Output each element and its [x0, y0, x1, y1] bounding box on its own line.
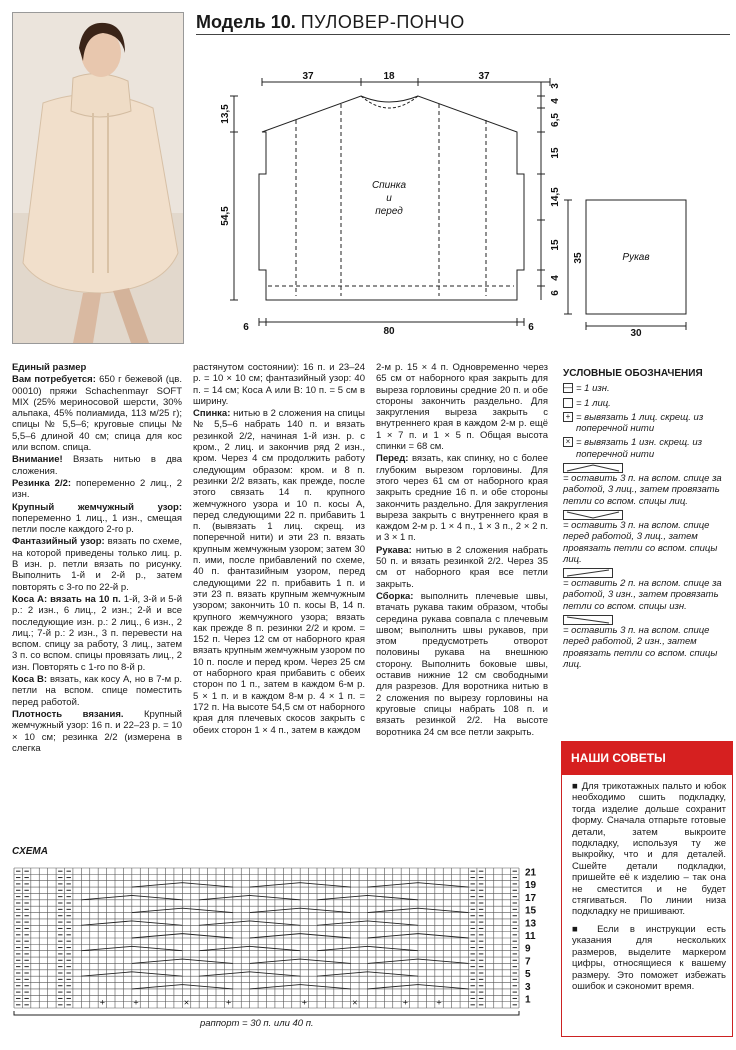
label-sleeve: Рукав [622, 252, 650, 263]
legend-item: × = вывязать 1 изн. скрещ. из поперечной нити [563, 437, 733, 460]
instructions-column-1 [12, 362, 183, 754]
paragraph: Сборка: выполнить плечевые швы, втачать рукава таким образом, чтобы середина рукава совпала с плечевым швом; выполнить швы рукавов, при этом предусмотреть отворот половины рукава на внешнюю сторону. Выполнить боковые швы, оставив нижние 12 см свободными для разрезов. Для воротника нитью в 2 сложения по вырезу горловины на круговые спицы набрать 108 п. и вязать резинкой 2/2. На высоте воротника 24 см все петли закрыть. [376, 590, 548, 738]
scheme-title: СХЕМА [12, 846, 48, 857]
cable-left-icon [563, 510, 623, 520]
paragraph: 2-м р. 15 × 4 п. Одновременно через 65 см от наборного края закрыть для выреза горловины средние 20 п. и обе стороны закончить раздельно. Для закругления выреза закрыть с внутреннего края в каждом 2-м р. ещё 1 × 7 п. и 1 × 5 п. Общая высота спинки = 68 см. [376, 362, 548, 453]
dim-top-left: 37 [302, 71, 314, 82]
legend-item: = 1 лиц. [563, 398, 733, 409]
dim-bottom-left: 6 [243, 322, 249, 333]
bottom-row-symbols [100, 998, 442, 1008]
legend-item: = оставить 2 п. на вспом. спице за работой, 3 изн., затем провязать петли со вспом. спицы изн. [563, 568, 733, 612]
dim-right-5: 14,5 [550, 187, 561, 207]
cable-right-icon [563, 463, 623, 473]
row-number: 7 [525, 956, 531, 968]
paragraph: Плотность вязания. Крупный жемчужный узор: 16 п. и 22–23 р. = 10 × 10 см; резинка 2/2 (измерена в слегка [12, 708, 182, 754]
knit-symbol-icon [563, 398, 573, 408]
row-numbers [525, 867, 537, 1005]
cable-purl-right-icon [563, 568, 613, 578]
paragraph: Коса В: вязать, как косу А, но в 7-м р. петли на вспом. спице поместить перед работой. [12, 674, 182, 708]
legend-title: УСЛОВНЫЕ ОБОЗНАЧЕНИЯ [563, 368, 703, 379]
label-back-front-2: и [386, 193, 392, 204]
make-purl-symbol-icon: × [563, 437, 573, 447]
instructions-column-3 [376, 362, 548, 762]
sleeve-width-dim: 30 [630, 328, 642, 339]
row-number: 15 [525, 905, 537, 917]
paragraph: Фантазийный узор: вязать по схеме, на которой приведены только лиц. р. В изн. р. петли вязать по рисунку. Выполнить 1-й и 2-й р., затем повторять с 3-го по 22-й р. [12, 536, 182, 593]
row-number: 3 [525, 981, 531, 993]
svg-text:×: × [183, 997, 190, 1008]
paragraph: Крупный жемчужный узор: попеременно 1 лиц., 1 изн., смещая петли после каждого 2-го р. [12, 501, 182, 536]
paragraph: Спинка: нитью в 2 сложения на спицы № 5,5–6 набрать 140 п. и вязать резинкой 2/2, начиная 1-й изн. р. с кром., 2 лиц. и закончив ряд 2 изн., кром. Через 4 см продолжить работу следующим образом: кром. и 8 п. резинки 2/2 вязать, как прежде, после этого связать 14 п. крупного жемчужного узора и 10 п. косы А, перед следующими 22 п. прибавить 1 п. (вывязать 1 лиц. скрещ. из поперечной нити) и эти 23 п. вязать крупным жемчужным узором; затем 30 п. ими, после прибавлений по схеме, 40 п. фантазийным узором, перед следующими 22 п. прибавить 1 п. и эти 23 п. вязать крупным жемчужным узором; закончить 10 п. косы В, 14 п. крупного жемчужного узора; вязать как прежде 8 п. резинки 2/2 и кром. = 152 п. Через 12 см от наборного края вязать крупным жемчужным узором по 10 п. после и перед кром. Через 25 см от наборного края прибавить с обеих сторон по 1 п., затем в каждом 6-м р. 5 × 1 п. и в каждом 8-м р. 4 × 1 п. = 172 п. На высоте 54,5 см от наборного края для плечевых скосов закрыть с обеих сторон 1 × 4 п., затем в каждом [193, 408, 365, 736]
paragraph: Вам потребуется: 650 г бежевой (цв. 00010) пряжи Schachenmayr SOFT MIX (25% мериносовой шерсти, 30% альпака, 45% полиамида, 113 м/25 г); спицы № 5,5–6; круговые спицы № 5,5–6 длиной 40 см; спица для кос или вспом. спица. [12, 374, 182, 454]
dim-right-4: 15 [550, 147, 561, 159]
purl-symbol-icon: — [564, 383, 572, 393]
instructions-column-2 [193, 362, 365, 742]
legend-item: — = 1 изн. [564, 383, 610, 395]
make-knit-symbol-icon: + [563, 412, 573, 422]
legend-item: = оставить 3 п. на вспом. спице перед работой, 2 изн., затем провязать петли со вспом. спицы лиц. [563, 615, 733, 670]
dim-top-right: 37 [478, 71, 490, 82]
symbols-legend [563, 368, 733, 673]
row-number: 5 [525, 969, 531, 981]
legend-item: + = вывязать 1 лиц. скрещ. из поперечной нити [563, 412, 733, 435]
dim-bottom-right: 6 [528, 322, 534, 333]
garment-diagram [196, 60, 736, 345]
knitting-chart [12, 866, 547, 1016]
page-title: Модель 10. ПУЛОВЕР-ПОНЧО [196, 12, 465, 32]
cable-purl-left-icon [563, 615, 613, 625]
dim-left-upper: 13,5 [220, 104, 231, 124]
model-photo [12, 12, 184, 344]
row-number: 17 [525, 892, 537, 904]
label-back-front-3: перед [375, 206, 403, 217]
dim-right-8: 6 [550, 290, 561, 296]
paragraph: Внимание! Вязать нитью в два сложения. [12, 454, 182, 477]
paragraph: растянутом состоянии): 16 п. и 23–24 р. = 10 × 10 см; фантазийный узор: 40 п. = 14 см; Коса А или В: 10 п. = 5 см в ширину. [193, 362, 365, 407]
label-back-front-1: Спинка [371, 180, 407, 191]
row-number: 11 [525, 931, 536, 942]
tips-box [561, 775, 733, 1037]
legend-item: = оставить 3 п. на вспом. спице за работой, 3 лиц., затем провязать петли со вспом. спицы лиц. [563, 463, 733, 507]
dim-top-middle: 18 [383, 71, 395, 82]
dim-right-2: 4 [550, 98, 561, 104]
paragraph: Рукава: нитью в 2 сложения набрать 50 п. и вязать резинкой 2/2. Через 35 см от наборного края все петли закрыть. [376, 544, 548, 590]
tip-item: ■ Для трикотажных пальто и юбок необходимо сшить подкладку, тогда изделие дольше сохранит форму. Сначала отпарьте готовые детали, затем выкроите подкладку, используя ту же выкройку, что и для деталей. Сшейте детали подкладки, пришейте её к изделию – так она не сместится и не будет стягиваться. По линии низа подкладку не пришивают. [572, 781, 726, 918]
rapport-bracket [14, 1011, 519, 1015]
dim-left-lower: 54,5 [220, 206, 231, 226]
tip-item: ■ Если в инструкции есть указания для нескольких размеров, выделите маркером цифры, относящиеся к вашему размеру. Это поможет избежать ошибок и сэкономит время. [572, 923, 726, 992]
dim-right-3: 3 [550, 83, 561, 89]
paragraph: Перед: вязать, как спинку, но с более глубоким вырезом горловины. Для этого через 61 см от наборного края закрыть средние 16 п. и обе стороны закончить раздельно. Для закругления выреза закрыть с внутреннего края в каждом 2-м р. 1 × 4 п., 1 × 3 п., 2 × 2 п. и 3 × 1 п. [376, 453, 548, 544]
svg-text:+: + [133, 997, 139, 1008]
row-number: 21 [525, 867, 537, 879]
svg-text:+: + [99, 997, 106, 1008]
paragraph: Резинка 2/2: попеременно 2 лиц., 2 изн. [12, 477, 182, 501]
svg-text:+: + [402, 997, 409, 1008]
row-number: 1 [525, 994, 531, 1006]
svg-text:×: × [352, 997, 358, 1008]
tips-header: НАШИ СОВЕТЫ [561, 741, 733, 775]
rapport-label: раппорт = 30 п. или 40 п. [200, 1018, 314, 1029]
legend-item: = оставить 3 п. на вспом. спице перед работой, 3 лиц., затем провязать петли со вспом. спицы лиц. [563, 510, 733, 565]
paragraph: Единый размер [12, 362, 87, 373]
svg-text:+: + [301, 997, 308, 1008]
sleeve-height-dim: 35 [573, 252, 584, 264]
row-number: 9 [525, 943, 531, 955]
svg-text:+: + [436, 997, 442, 1008]
row-number: 13 [525, 918, 537, 930]
dim-right-1: 6,5 [550, 113, 561, 127]
dim-right-7: 4 [550, 275, 561, 281]
title-rule [196, 34, 730, 35]
paragraph: Коса А: вязать на 10 п. 1-й, 3-й и 5-й р.: 2 изн., 6 лиц., 2 изн.; 2-й и все последующие изн. р.: 2 лиц., 6 изн., 2 лиц.; 7-й р.: 2 изн., 3 п. перевести на вспом. спицу за работу, 3 лиц., затем 3 п. со вспом. спицы провязать лиц., 2 изн. Повторять с 1-го по 8-й р. [12, 593, 183, 673]
dim-right-6: 15 [550, 239, 561, 251]
row-number: 19 [525, 880, 537, 892]
dim-bottom-middle: 80 [383, 326, 395, 337]
svg-text:+: + [225, 997, 232, 1008]
